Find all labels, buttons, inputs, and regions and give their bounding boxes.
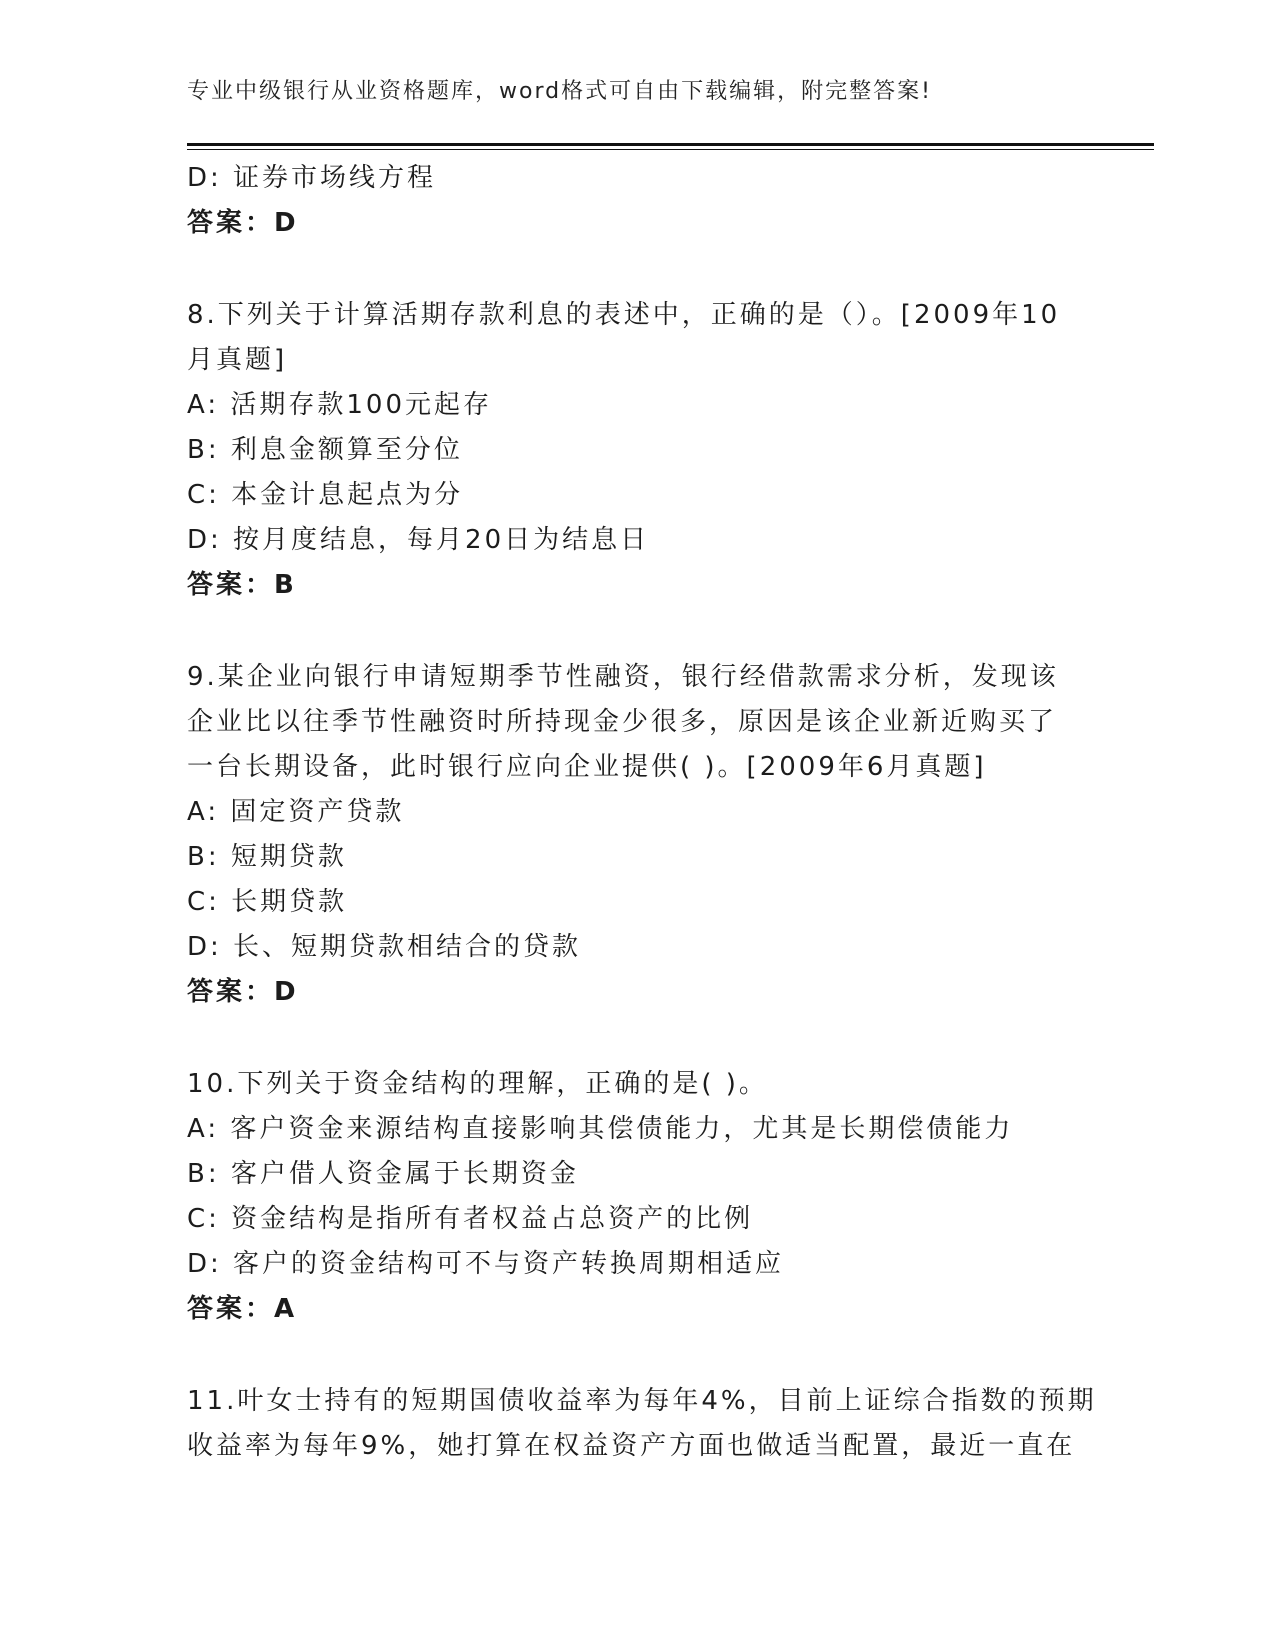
- question-block-11: [187, 1379, 1097, 1469]
- question-stem: 收益率为每年9%，她打算在权益资产方面也做适当配置，最近一直在: [187, 1431, 1076, 1461]
- option-d: D: 按月度结息，每月20日为结息日: [187, 525, 650, 555]
- answer-line: 答案：D: [187, 977, 299, 1007]
- option-d: D: 证券市场线方程: [187, 163, 437, 193]
- page-header: 专业中级银行从业资格题库，word格式可自由下载编辑，附完整答案!: [187, 79, 932, 104]
- option-d: D: 长、短期贷款相结合的贷款: [187, 932, 582, 962]
- answer-line: 答案：D: [187, 208, 299, 238]
- option-b: B: 客户借人资金属于长期资金: [187, 1159, 579, 1189]
- answer-line: 答案：A: [187, 1294, 298, 1324]
- option-b: B: 短期贷款: [187, 842, 347, 872]
- question-stem: 10.下列关于资金结构的理解，正确的是( )。: [187, 1069, 768, 1099]
- spacer: [187, 1015, 1087, 1062]
- question-stem: 企业比以往季节性融资时所持现金少很多，原因是该企业新近购买了: [187, 707, 1058, 737]
- question-stem: 11.叶女士持有的短期国债收益率为每年4%，目前上证综合指数的预期: [187, 1386, 1097, 1416]
- option-c: C: 资金结构是指所有者权益占总资产的比例: [187, 1204, 754, 1234]
- question-stem: 一台长期设备，此时银行应向企业提供( )。[2009年6月真题]: [187, 752, 987, 782]
- option-c: C: 长期贷款: [187, 887, 348, 917]
- question-content: [187, 156, 1097, 1469]
- question-block-8: [187, 293, 1087, 608]
- spacer: [187, 1332, 1087, 1379]
- option-d: D: 客户的资金结构可不与资产转换周期相适应: [187, 1249, 785, 1279]
- header-rule-thick: [187, 143, 1154, 146]
- spacer: [187, 246, 1087, 293]
- header-rule-thin: [187, 149, 1154, 150]
- question-block-prev: [187, 156, 1087, 246]
- option-b: B: 利息金额算至分位: [187, 435, 463, 465]
- question-block-10: [187, 1062, 1087, 1332]
- question-stem: 9.某企业向银行申请短期季节性融资，银行经借款需求分析，发现该: [187, 662, 1059, 692]
- question-stem: 8.下列关于计算活期存款利息的表述中，正确的是（）。[2009年10: [187, 300, 1061, 330]
- option-a: A: 客户资金来源结构直接影响其偿债能力，尤其是长期偿债能力: [187, 1114, 1014, 1144]
- option-a: A: 活期存款100元起存: [187, 390, 492, 420]
- option-c: C: 本金计息起点为分: [187, 480, 464, 510]
- question-stem: 月真题]: [187, 345, 288, 375]
- spacer: [187, 608, 1087, 655]
- answer-line: 答案：B: [187, 570, 297, 600]
- question-block-9: [187, 655, 1087, 1015]
- option-a: A: 固定资产贷款: [187, 797, 405, 827]
